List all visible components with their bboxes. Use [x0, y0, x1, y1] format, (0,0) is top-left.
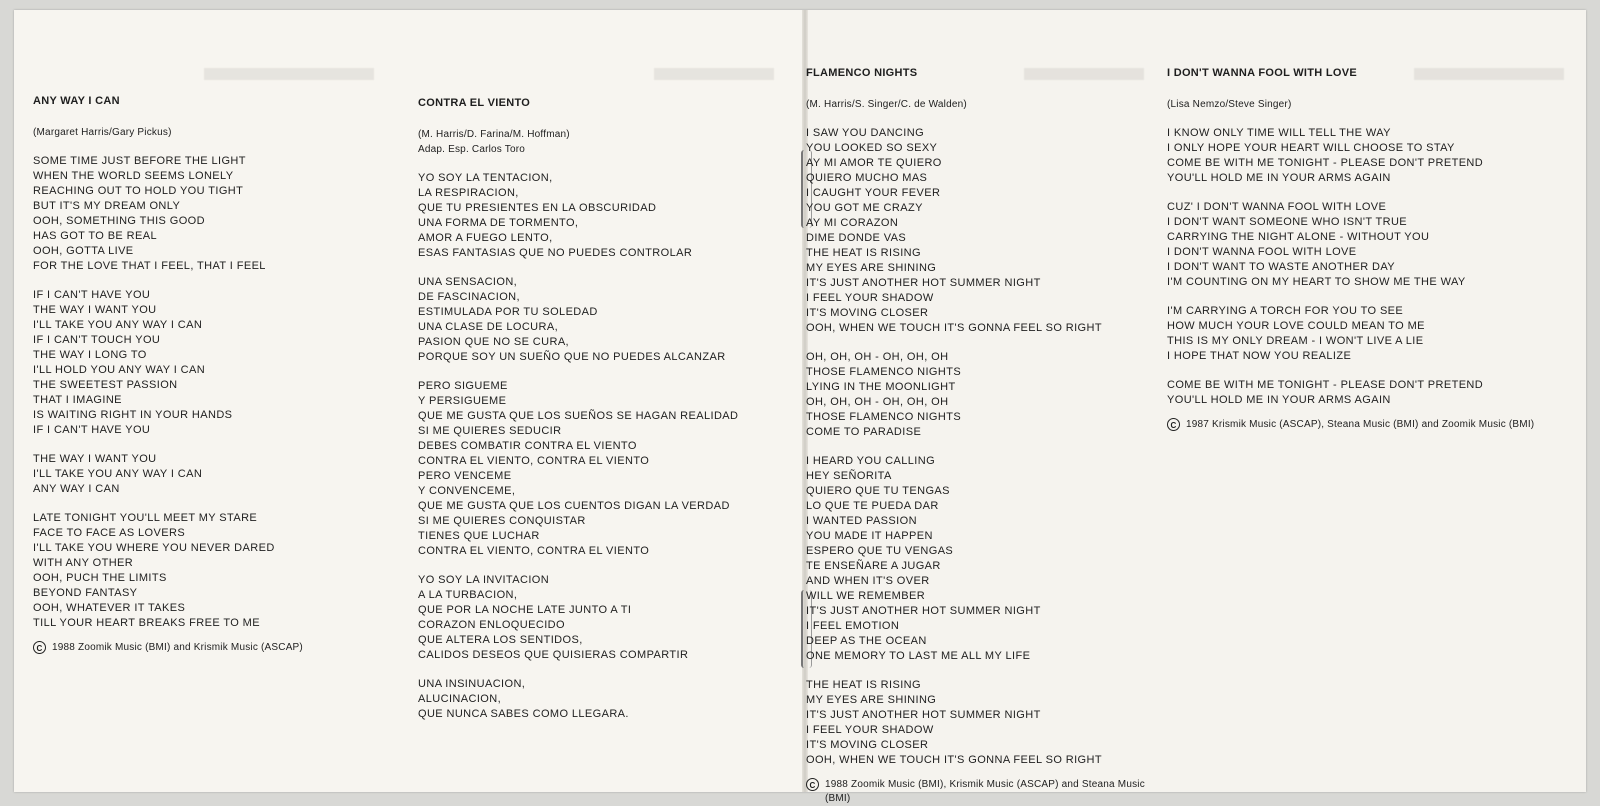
lyric-line: CUZ' I DON'T WANNA FOOL WITH LOVE [1167, 201, 1387, 213]
lyric-line: OOH, WHEN WE TOUCH IT'S GONNA FEEL SO RIGHT [806, 754, 1102, 766]
lyric-stanza [1167, 126, 1567, 186]
copyright-notice [806, 778, 1156, 806]
lyric-line: OOH, GOTTA LIVE [33, 245, 134, 257]
lyric-stanza [33, 452, 403, 497]
lyric-line: OH, OH, OH - OH, OH, OH [806, 396, 949, 408]
lyric-stanza [33, 511, 403, 631]
lyric-stanza [1167, 378, 1567, 408]
lyric-line: I DON'T WANNA FOOL WITH LOVE [1167, 246, 1357, 258]
lyric-line: OH, OH, OH - OH, OH, OH [806, 351, 949, 363]
lyric-line: HAS GOT TO BE REAL [33, 230, 157, 242]
lyric-stanza [418, 677, 788, 722]
lyric-line: I'LL HOLD YOU ANY WAY I CAN [33, 364, 206, 376]
lyric-line: UNA INSINUACION, [418, 678, 526, 690]
lyric-line: UNA FORMA DE TORMENTO, [418, 217, 579, 229]
copyright-notice [1167, 418, 1567, 432]
lyric-line: PORQUE SOY UN SUEÑO QUE NO PUEDES ALCANZAR [418, 351, 726, 363]
songwriter-credits: (M. Harris/D. Farina/M. Hoffman) [418, 129, 570, 140]
lyric-line: YO SOY LA INVITACION [418, 574, 550, 586]
lyric-line: I HEARD YOU CALLING [806, 455, 936, 467]
lyric-stanza [418, 379, 788, 559]
lyric-line: THE WAY I LONG TO [33, 349, 147, 361]
lyric-line: IT'S MOVING CLOSER [806, 307, 929, 319]
lyric-line: ESTIMULADA POR TU SOLEDAD [418, 306, 598, 318]
lyric-line: IS WAITING RIGHT IN YOUR HANDS [33, 409, 233, 421]
copyright-text: 1988 Zoomik Music (BMI) and Krismik Music (ASCAP) [52, 642, 303, 653]
lyric-line: QUE NUNCA SABES COMO LLEGARA. [418, 708, 629, 720]
lyric-line: YOU'LL HOLD ME IN YOUR ARMS AGAIN [1167, 172, 1391, 184]
lyric-line: SOME TIME JUST BEFORE THE LIGHT [33, 155, 246, 167]
lyric-line: YOU LOOKED SO SEXY [806, 142, 938, 154]
lyric-line: YOU GOT ME CRAZY [806, 202, 923, 214]
lyric-line: I'LL TAKE YOU ANY WAY I CAN [33, 319, 203, 331]
lyric-line: YO SOY LA TENTACION, [418, 172, 553, 184]
lyric-line: PERO VENCEME [418, 470, 512, 482]
lyric-line: THIS IS MY ONLY DREAM - I WON'T LIVE A LIE [1167, 335, 1424, 347]
copyright-notice [33, 641, 403, 655]
lyric-line: QUIERO QUE TU TENGAS [806, 485, 950, 497]
lyrics-column-contra-el-viento [418, 96, 788, 730]
lyric-line: CONTRA EL VIENTO, CONTRA EL VIENTO [418, 455, 650, 467]
lyric-line: AY MI AMOR TE QUIERO [806, 157, 942, 169]
lyric-line: LA RESPIRACION, [418, 187, 519, 199]
lyric-stanza [806, 126, 1156, 336]
show-through [654, 68, 774, 80]
lyric-line: DIME DONDE VAS [806, 232, 907, 244]
lyric-line: COME TO PARADISE [806, 426, 922, 438]
lyric-line: IF I CAN'T HAVE YOU [33, 289, 151, 301]
lyric-line: I CAUGHT YOUR FEVER [806, 187, 941, 199]
lyric-stanza [33, 288, 403, 438]
lyric-line: CARRYING THE NIGHT ALONE - WITHOUT YOU [1167, 231, 1430, 243]
lyric-line: OOH, SOMETHING THIS GOOD [33, 215, 205, 227]
lyric-line: I WANTED PASSION [806, 515, 917, 527]
copyright-icon: C [806, 778, 819, 791]
lyric-line: Y CONVENCEME, [418, 485, 516, 497]
songwriter-credits: (Lisa Nemzo/Steve Singer) [1167, 99, 1292, 110]
lyric-line: DEEP AS THE OCEAN [806, 635, 927, 647]
lyric-line: TIENES QUE LUCHAR [418, 530, 540, 542]
lyric-line: COME BE WITH ME TONIGHT - PLEASE DON'T PRETEND [1167, 157, 1484, 169]
lyric-stanza [418, 275, 788, 365]
lyric-line: TILL YOUR HEART BREAKS FREE TO ME [33, 617, 260, 629]
lyric-line: THE WAY I WANT YOU [33, 304, 157, 316]
lyric-line: I KNOW ONLY TIME WILL TELL THE WAY [1167, 127, 1391, 139]
lyric-line: OOH, PUCH THE LIMITS [33, 572, 167, 584]
lyric-line: ANY WAY I CAN [33, 483, 120, 495]
lyric-stanza [418, 573, 788, 663]
lyric-line: QUIERO MUCHO MAS [806, 172, 928, 184]
lyric-line: IT'S JUST ANOTHER HOT SUMMER NIGHT [806, 277, 1041, 289]
lyric-line: THE HEAT IS RISING [806, 679, 921, 691]
lyric-line: IF I CAN'T TOUCH YOU [33, 334, 161, 346]
lyric-stanza [33, 154, 403, 274]
lyric-line: OOH, WHATEVER IT TAKES [33, 602, 186, 614]
lyric-line: HEY SEÑORITA [806, 470, 892, 482]
lyric-line: THOSE FLAMENCO NIGHTS [806, 366, 962, 378]
lyric-line: YOU'LL HOLD ME IN YOUR ARMS AGAIN [1167, 394, 1391, 406]
lyric-line: I'M CARRYING A TORCH FOR YOU TO SEE [1167, 305, 1404, 317]
lyrics-column-i-dont-wanna-fool-with-love [1167, 66, 1567, 432]
lyric-line: THAT I IMAGINE [33, 394, 122, 406]
lyric-line: ALUCINACION, [418, 693, 502, 705]
lyric-line: WILL WE REMEMBER [806, 590, 926, 602]
songwriter-credits: (M. Harris/S. Singer/C. de Walden) [806, 99, 967, 110]
songwriter-credits: Adap. Esp. Carlos Toro [418, 144, 526, 155]
lyric-line: AY MI CORAZON [806, 217, 899, 229]
lyric-stanza [806, 454, 1156, 664]
lyric-line: BEYOND FANTASY [33, 587, 138, 599]
lyric-line: LATE TONIGHT YOU'LL MEET MY STARE [33, 512, 258, 524]
lyric-line: DEBES COMBATIR CONTRA EL VIENTO [418, 440, 637, 452]
lyric-stanza [806, 678, 1156, 768]
lyric-line: IT'S MOVING CLOSER [806, 739, 929, 751]
song-title: FLAMENCO NIGHTS [806, 67, 918, 79]
lyric-line: LYING IN THE MOONLIGHT [806, 381, 956, 393]
lyric-line: COME BE WITH ME TONIGHT - PLEASE DON'T PRETEND [1167, 379, 1484, 391]
lyric-stanza [1167, 304, 1567, 364]
lyric-line: DE FASCINACION, [418, 291, 520, 303]
lyric-line: I DON'T WANT TO WASTE ANOTHER DAY [1167, 261, 1395, 273]
lyric-line: THE WAY I WANT YOU [33, 453, 157, 465]
lyric-line: IT'S JUST ANOTHER HOT SUMMER NIGHT [806, 605, 1041, 617]
lyric-line: SI ME QUIERES CONQUISTAR [418, 515, 586, 527]
lyrics-column-flamenco-nights [806, 66, 1156, 806]
lyric-line: AND WHEN IT'S OVER [806, 575, 930, 587]
lyric-stanza [1167, 200, 1567, 290]
lyric-line: OOH, WHEN WE TOUCH IT'S GONNA FEEL SO RIGHT [806, 322, 1102, 334]
lyric-line: YOU MADE IT HAPPEN [806, 530, 933, 542]
lyric-line: I SAW YOU DANCING [806, 127, 925, 139]
lyric-line: CONTRA EL VIENTO, CONTRA EL VIENTO [418, 545, 650, 557]
lyric-stanza [806, 350, 1156, 440]
lyric-line: THE SWEETEST PASSION [33, 379, 178, 391]
lyric-line: MY EYES ARE SHINING [806, 694, 937, 706]
lyric-line: ESPERO QUE TU VENGAS [806, 545, 954, 557]
lyric-line: IF I CAN'T HAVE YOU [33, 424, 151, 436]
lyric-line: AMOR A FUEGO LENTO, [418, 232, 553, 244]
lyric-line: PERO SIGUEME [418, 380, 508, 392]
lyric-stanza [418, 171, 788, 261]
lyric-line: I FEEL YOUR SHADOW [806, 724, 934, 736]
lyric-line: QUE ALTERA LOS SENTIDOS, [418, 634, 583, 646]
lyric-line: I HOPE THAT NOW YOU REALIZE [1167, 350, 1352, 362]
lyric-line: SI ME QUIERES SEDUCIR [418, 425, 562, 437]
lyric-line: QUE ME GUSTA QUE LOS SUEÑOS SE HAGAN REALIDAD [418, 410, 739, 422]
lyric-line: QUE TU PRESIENTES EN LA OBSCURIDAD [418, 202, 657, 214]
lyric-line: UNA SENSACION, [418, 276, 518, 288]
lyric-line: THE HEAT IS RISING [806, 247, 921, 259]
lyric-line: PASION QUE NO SE CURA, [418, 336, 570, 348]
lyric-line: I FEEL YOUR SHADOW [806, 292, 934, 304]
lyric-line: LO QUE TE PUEDA DAR [806, 500, 939, 512]
lyric-line: HOW MUCH YOUR LOVE COULD MEAN TO ME [1167, 320, 1425, 332]
lyric-line: QUE POR LA NOCHE LATE JUNTO A TI [418, 604, 632, 616]
lyrics-column-any-way-i-can [33, 94, 403, 655]
song-title: I DON'T WANNA FOOL WITH LOVE [1167, 67, 1358, 79]
lyric-line: UNA CLASE DE LOCURA, [418, 321, 559, 333]
lyric-line: ESAS FANTASIAS QUE NO PUEDES CONTROLAR [418, 247, 693, 259]
lyric-line: FACE TO FACE AS LOVERS [33, 527, 186, 539]
lyric-line: I FEEL EMOTION [806, 620, 900, 632]
songwriter-credits: (Margaret Harris/Gary Pickus) [33, 127, 172, 138]
lyric-line: BUT IT'S MY DREAM ONLY [33, 200, 181, 212]
lyric-line: A LA TURBACION, [418, 589, 518, 601]
lyric-line: I'LL TAKE YOU WHERE YOU NEVER DARED [33, 542, 275, 554]
lyric-line: REACHING OUT TO HOLD YOU TIGHT [33, 185, 244, 197]
song-title: ANY WAY I CAN [33, 95, 120, 107]
lyric-line: I'LL TAKE YOU ANY WAY I CAN [33, 468, 203, 480]
lyric-line: CALIDOS DESEOS QUE QUISIERAS COMPARTIR [418, 649, 689, 661]
lyric-line: TE ENSEÑARE A JUGAR [806, 560, 941, 572]
lyric-line: WHEN THE WORLD SEEMS LONELY [33, 170, 234, 182]
lyric-line: I'M COUNTING ON MY HEART TO SHOW ME THE WAY [1167, 276, 1466, 288]
lyric-line: MY EYES ARE SHINING [806, 262, 937, 274]
lyric-line: ONE MEMORY TO LAST ME ALL MY LIFE [806, 650, 1031, 662]
copyright-text: 1987 Krismik Music (ASCAP), Steana Music (BMI) and Zoomik Music (BMI) [1186, 419, 1535, 430]
lyric-line: FOR THE LOVE THAT I FEEL, THAT I FEEL [33, 260, 266, 272]
copyright-text: 1988 Zoomik Music (BMI), Krismik Music (ASCAP) and Steana Music (BMI) [825, 779, 1145, 804]
lyric-line: QUE ME GUSTA QUE LOS CUENTOS DIGAN LA VERDAD [418, 500, 730, 512]
song-title: CONTRA EL VIENTO [418, 97, 531, 109]
lyric-line: IT'S JUST ANOTHER HOT SUMMER NIGHT [806, 709, 1041, 721]
lyric-line: I DON'T WANT SOMEONE WHO ISN'T TRUE [1167, 216, 1408, 228]
copyright-icon: C [33, 641, 46, 654]
lyric-line: I ONLY HOPE YOUR HEART WILL CHOOSE TO STAY [1167, 142, 1455, 154]
lyric-line: CORAZON ENLOQUECIDO [418, 619, 565, 631]
lyric-line: Y PERSIGUEME [418, 395, 507, 407]
show-through [204, 68, 374, 80]
copyright-icon: C [1167, 418, 1180, 431]
lyric-line: THOSE FLAMENCO NIGHTS [806, 411, 962, 423]
lyric-line: WITH ANY OTHER [33, 557, 134, 569]
